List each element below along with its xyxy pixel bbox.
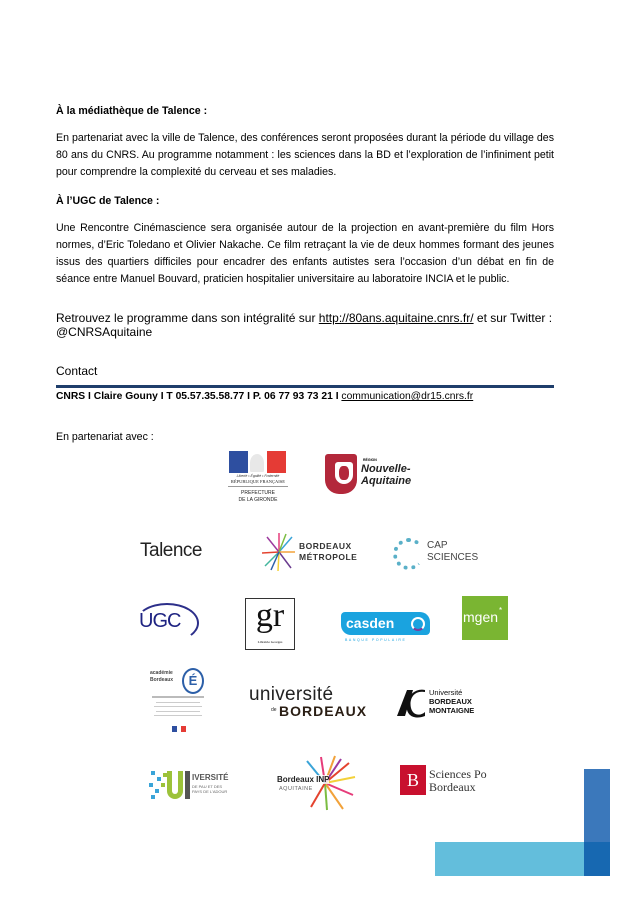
bm-line2: BORDEAUX xyxy=(429,697,472,706)
scpo-line1: Sciences Po xyxy=(429,767,487,781)
casden-tagline: BANQUE POPULAIRE xyxy=(345,638,407,642)
section-body-mediatheque: En partenariat avec la ville de Talence, des conférences seront proposées durant la période du village des 80 ans du CNRS. Au programme notamment : les sciences dans la BD et l’exploration de l’infiniment petit pour comprendre la complexité du cerveau et ses maladies. xyxy=(56,132,554,178)
logo-ugc xyxy=(133,600,199,644)
montaigne-mark-icon xyxy=(395,688,427,718)
section-heading-mediatheque: À la médiathèque de Talence : xyxy=(56,105,208,117)
casden-name: casden xyxy=(346,615,395,631)
logo-casden xyxy=(341,612,431,646)
cap-c-icon xyxy=(393,538,425,570)
georges-mark: gr xyxy=(255,597,285,634)
contact-title: Contact xyxy=(56,364,98,378)
contact-line xyxy=(56,391,473,402)
logo-universite-pau xyxy=(149,767,244,807)
logo-prefecture-gironde xyxy=(228,449,288,509)
contact-email-link[interactable]: communication@dr15.cnrs.fr xyxy=(341,391,474,402)
programme-paragraph xyxy=(56,311,556,339)
logo-academie-bordeaux xyxy=(148,668,210,742)
logo-mgen xyxy=(462,596,508,640)
bm-line1: Université xyxy=(429,688,463,697)
inp-line2: AQUITAINE xyxy=(279,786,313,792)
logo-nouvelle-aquitaine xyxy=(325,454,415,496)
prefecture-republic: RÉPUBLIQUE FRANÇAISE xyxy=(228,479,288,487)
ub-line2: BORDEAUX xyxy=(279,703,368,719)
logo-cap-sciences xyxy=(393,537,488,571)
section-body-ugc: Une Rencontre Cinémascience sera organisée autour de la projection en avant-première du film Hors normes, d’Eric Toledano et Olivier Nakache. Ce film retraçant la vie de deux hommes formant des jeunes issus des quartiers difficiles pour encadrer des enfants autistes sera l’occasion d’un débat en fin de séance entre Manuel Bouvard, praticien hospitalier universitaire au laboratoire INCIA et le public. xyxy=(56,222,554,285)
starburst-icon xyxy=(262,532,296,572)
sciences-po-b-icon: B xyxy=(400,765,426,795)
programme-suffix: et sur Twitter : xyxy=(473,311,553,325)
mgen-name: mgen xyxy=(463,609,499,625)
metropole-line1: BORDEAUX xyxy=(299,541,352,551)
uppa-line1: IVERSITÉ xyxy=(192,773,229,782)
region-label: RÉGION xyxy=(363,458,377,462)
uppa-line3: PAYS DE L'ADOUR xyxy=(192,789,228,794)
uppa-u-icon xyxy=(167,771,183,799)
inp-line1: Bordeaux INP xyxy=(277,775,330,784)
metropole-line2: MÉTROPOLE xyxy=(299,552,358,562)
programme-link[interactable]: http://80ans.aquitaine.cnrs.fr/ xyxy=(318,311,474,325)
logo-talence: Talence xyxy=(140,540,202,561)
contact-details: CNRS I Claire Gouny I T 05.57.35.58.77 I P. 06 77 93 73 21 I xyxy=(56,391,342,402)
logo-bordeaux-metropole xyxy=(262,532,358,572)
cap-line1: CAP xyxy=(427,540,448,551)
decorative-bar-corner xyxy=(584,842,610,876)
academie-e-icon: É xyxy=(182,668,204,694)
region-name-2: Aquitaine xyxy=(361,475,412,487)
scpo-line2: Bordeaux xyxy=(429,780,476,794)
section-heading-ugc: À l’UGC de Talence : xyxy=(56,195,160,207)
region-name-1: Nouvelle- xyxy=(361,463,411,475)
academie-line2: Bordeaux xyxy=(150,677,174,683)
partners-intro: En partenariat avec : xyxy=(56,431,154,443)
decorative-bar-vertical xyxy=(584,769,610,843)
logo-bordeaux-inp xyxy=(277,755,357,811)
ub-de: de xyxy=(271,707,277,713)
prefecture-line2: DE LA GIRONDE xyxy=(238,497,278,503)
ub-line1: université xyxy=(249,684,334,705)
twitter-handle: @CNRSAquitaine xyxy=(56,325,153,339)
mgen-star-icon: * xyxy=(499,606,503,615)
casden-symbol-icon xyxy=(411,617,425,631)
ugc-name: UGC xyxy=(139,610,181,632)
decorative-bar-horizontal xyxy=(435,842,584,876)
logo-sciences-po-bordeaux xyxy=(400,765,510,797)
georges-name: Librairie Georges xyxy=(257,640,283,644)
french-flag-icon xyxy=(229,451,286,473)
small-flag-icon xyxy=(172,726,186,732)
programme-prefix: Retrouvez le programme dans son intégralité sur xyxy=(56,311,319,325)
logo-bordeaux-montaigne xyxy=(395,686,495,720)
logo-universite-bordeaux xyxy=(249,684,368,724)
prefecture-motto: Liberté • Égalité • Fraternité xyxy=(236,474,280,478)
logo-librairie-georges xyxy=(245,598,295,650)
region-shield-icon xyxy=(325,454,357,494)
academie-line1: académie xyxy=(150,670,173,676)
contact-divider xyxy=(56,385,554,388)
prefecture-line1: PREFECTURE xyxy=(241,490,275,496)
uppa-line2: DE PAU ET DES xyxy=(192,784,223,789)
bm-line3: MONTAIGNE xyxy=(429,706,475,715)
cap-line2: SCIENCES xyxy=(427,552,479,563)
